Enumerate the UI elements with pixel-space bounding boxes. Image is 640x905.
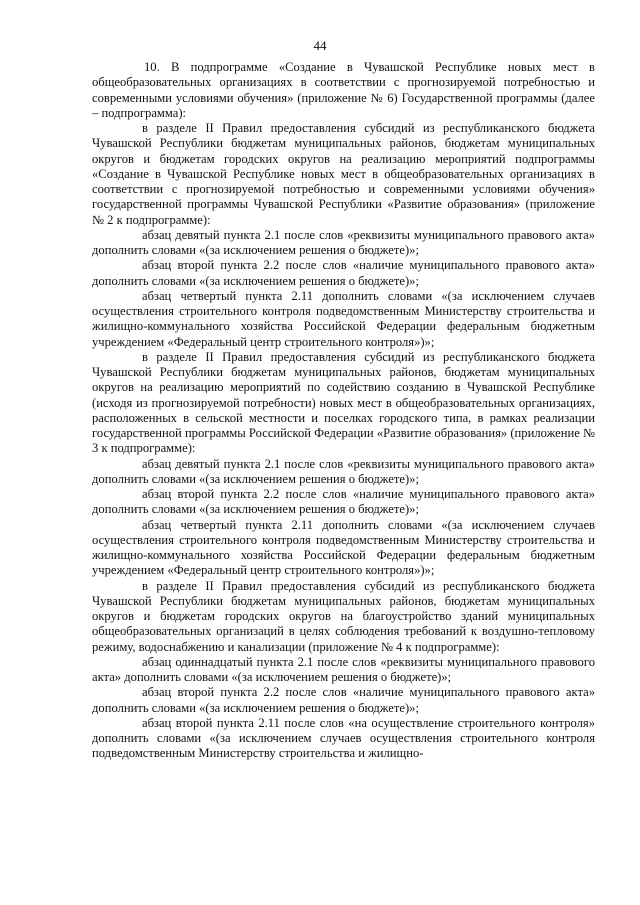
paragraph-amendment: абзац девятый пункта 2.1 после слов «реквизиты муниципального правового акта» дополнить словами «(за исключением решения о бюджете)»; bbox=[92, 227, 595, 257]
paragraph-amendment: абзац четвертый пункта 2.11 дополнить словами «(за исключением случаев осуществления строительного контроля подведомственным Министерству строительства и жилищно-коммунального хозяйства Российской Федерации федеральным бюджетным учреждением «Федеральный центр строительного контроля»)»; bbox=[92, 517, 595, 578]
paragraph-amendment: абзац второй пункта 2.2 после слов «наличие муниципального правового акта» дополнить словами «(за исключением решения о бюджете)»; bbox=[92, 487, 595, 517]
paragraph-amendment: абзац второй пункта 2.2 после слов «наличие муниципального правового акта» дополнить словами «(за исключением решения о бюджете)»; bbox=[92, 685, 595, 715]
paragraph-amendment: абзац девятый пункта 2.1 после слов «реквизиты муниципального правового акта» дополнить словами «(за исключением решения о бюджете)»; bbox=[92, 456, 595, 486]
paragraph-amendment: абзац второй пункта 2.2 после слов «наличие муниципального правового акта» дополнить словами «(за исключением решения о бюджете)»; bbox=[92, 258, 595, 288]
paragraph-section-2-appendix-3: в разделе II Правил предоставления субсидий из республиканского бюджета Чувашской Республики бюджетам муниципальных районов, бюджетам муниципальных округов на реализацию мероприятий по содействию созданию в Чувашской Республике (исходя из прогнозируемой потребности) новых мест в общеобразовательных организациях, расположенных в сельской местности и поселках городского типа, в рамках реализации государственной программы Российской Федерации «Развитие образования» (приложение № 3 к подпрограмме): bbox=[92, 349, 595, 456]
paragraph-amendment: абзац второй пункта 2.11 после слов «на осуществление строительного контроля» дополнить словами «(за исключением случаев осуществления строительного контроля подведомственным Министерству строительства и жилищно- bbox=[92, 715, 595, 761]
paragraph-section-2-appendix-2: в разделе II Правил предоставления субсидий из республиканского бюджета Чувашской Республики бюджетам муниципальных районов, бюджетам муниципальных округов и бюджетам городских округов на реализацию мероприятий подпрограммы «Создание в Чувашской Республике новых мест в общеобразовательных организациях в соответствии с прогнозируемой потребностью и современными условиями обучения» государственной программы Чувашской Республики «Развитие образования» (приложение № 2 к подпрограмме): bbox=[92, 121, 595, 227]
document-body bbox=[92, 60, 595, 762]
paragraph-item-10-heading: 10. В подпрограмме «Создание в Чувашской Республике новых мест в общеобразовательных организациях в соответствии с прогнозируемой потребностью и современными условиями обучения» (приложение № 6) Государственной программы (далее – подпрограмма): bbox=[92, 60, 595, 120]
paragraph-amendment: абзац одиннадцатый пункта 2.1 после слов «реквизиты муниципального правового акта» дополнить словами «(за исключением решения о бюджете)»; bbox=[92, 654, 595, 684]
page-number: 44 bbox=[313, 38, 327, 53]
paragraph-section-2-appendix-4: в разделе II Правил предоставления субсидий из республиканского бюджета Чувашской Республики бюджетам муниципальных районов, бюджетам муниципальных округов и бюджетам городских округов на благоустройство зданий муниципальных общеобразовательных организаций в целях соблюдения требований к воздушно-тепловому режиму, водоснабжению и канализации (приложение № 4 к подпрограмме): bbox=[92, 578, 595, 654]
paragraph-amendment: абзац четвертый пункта 2.11 дополнить словами «(за исключением случаев осуществления строительного контроля подведомственным Министерству строительства и жилищно-коммунального хозяйства Российской Федерации федеральным бюджетным учреждением «Федеральный центр строительного контроля»)»; bbox=[92, 288, 595, 349]
